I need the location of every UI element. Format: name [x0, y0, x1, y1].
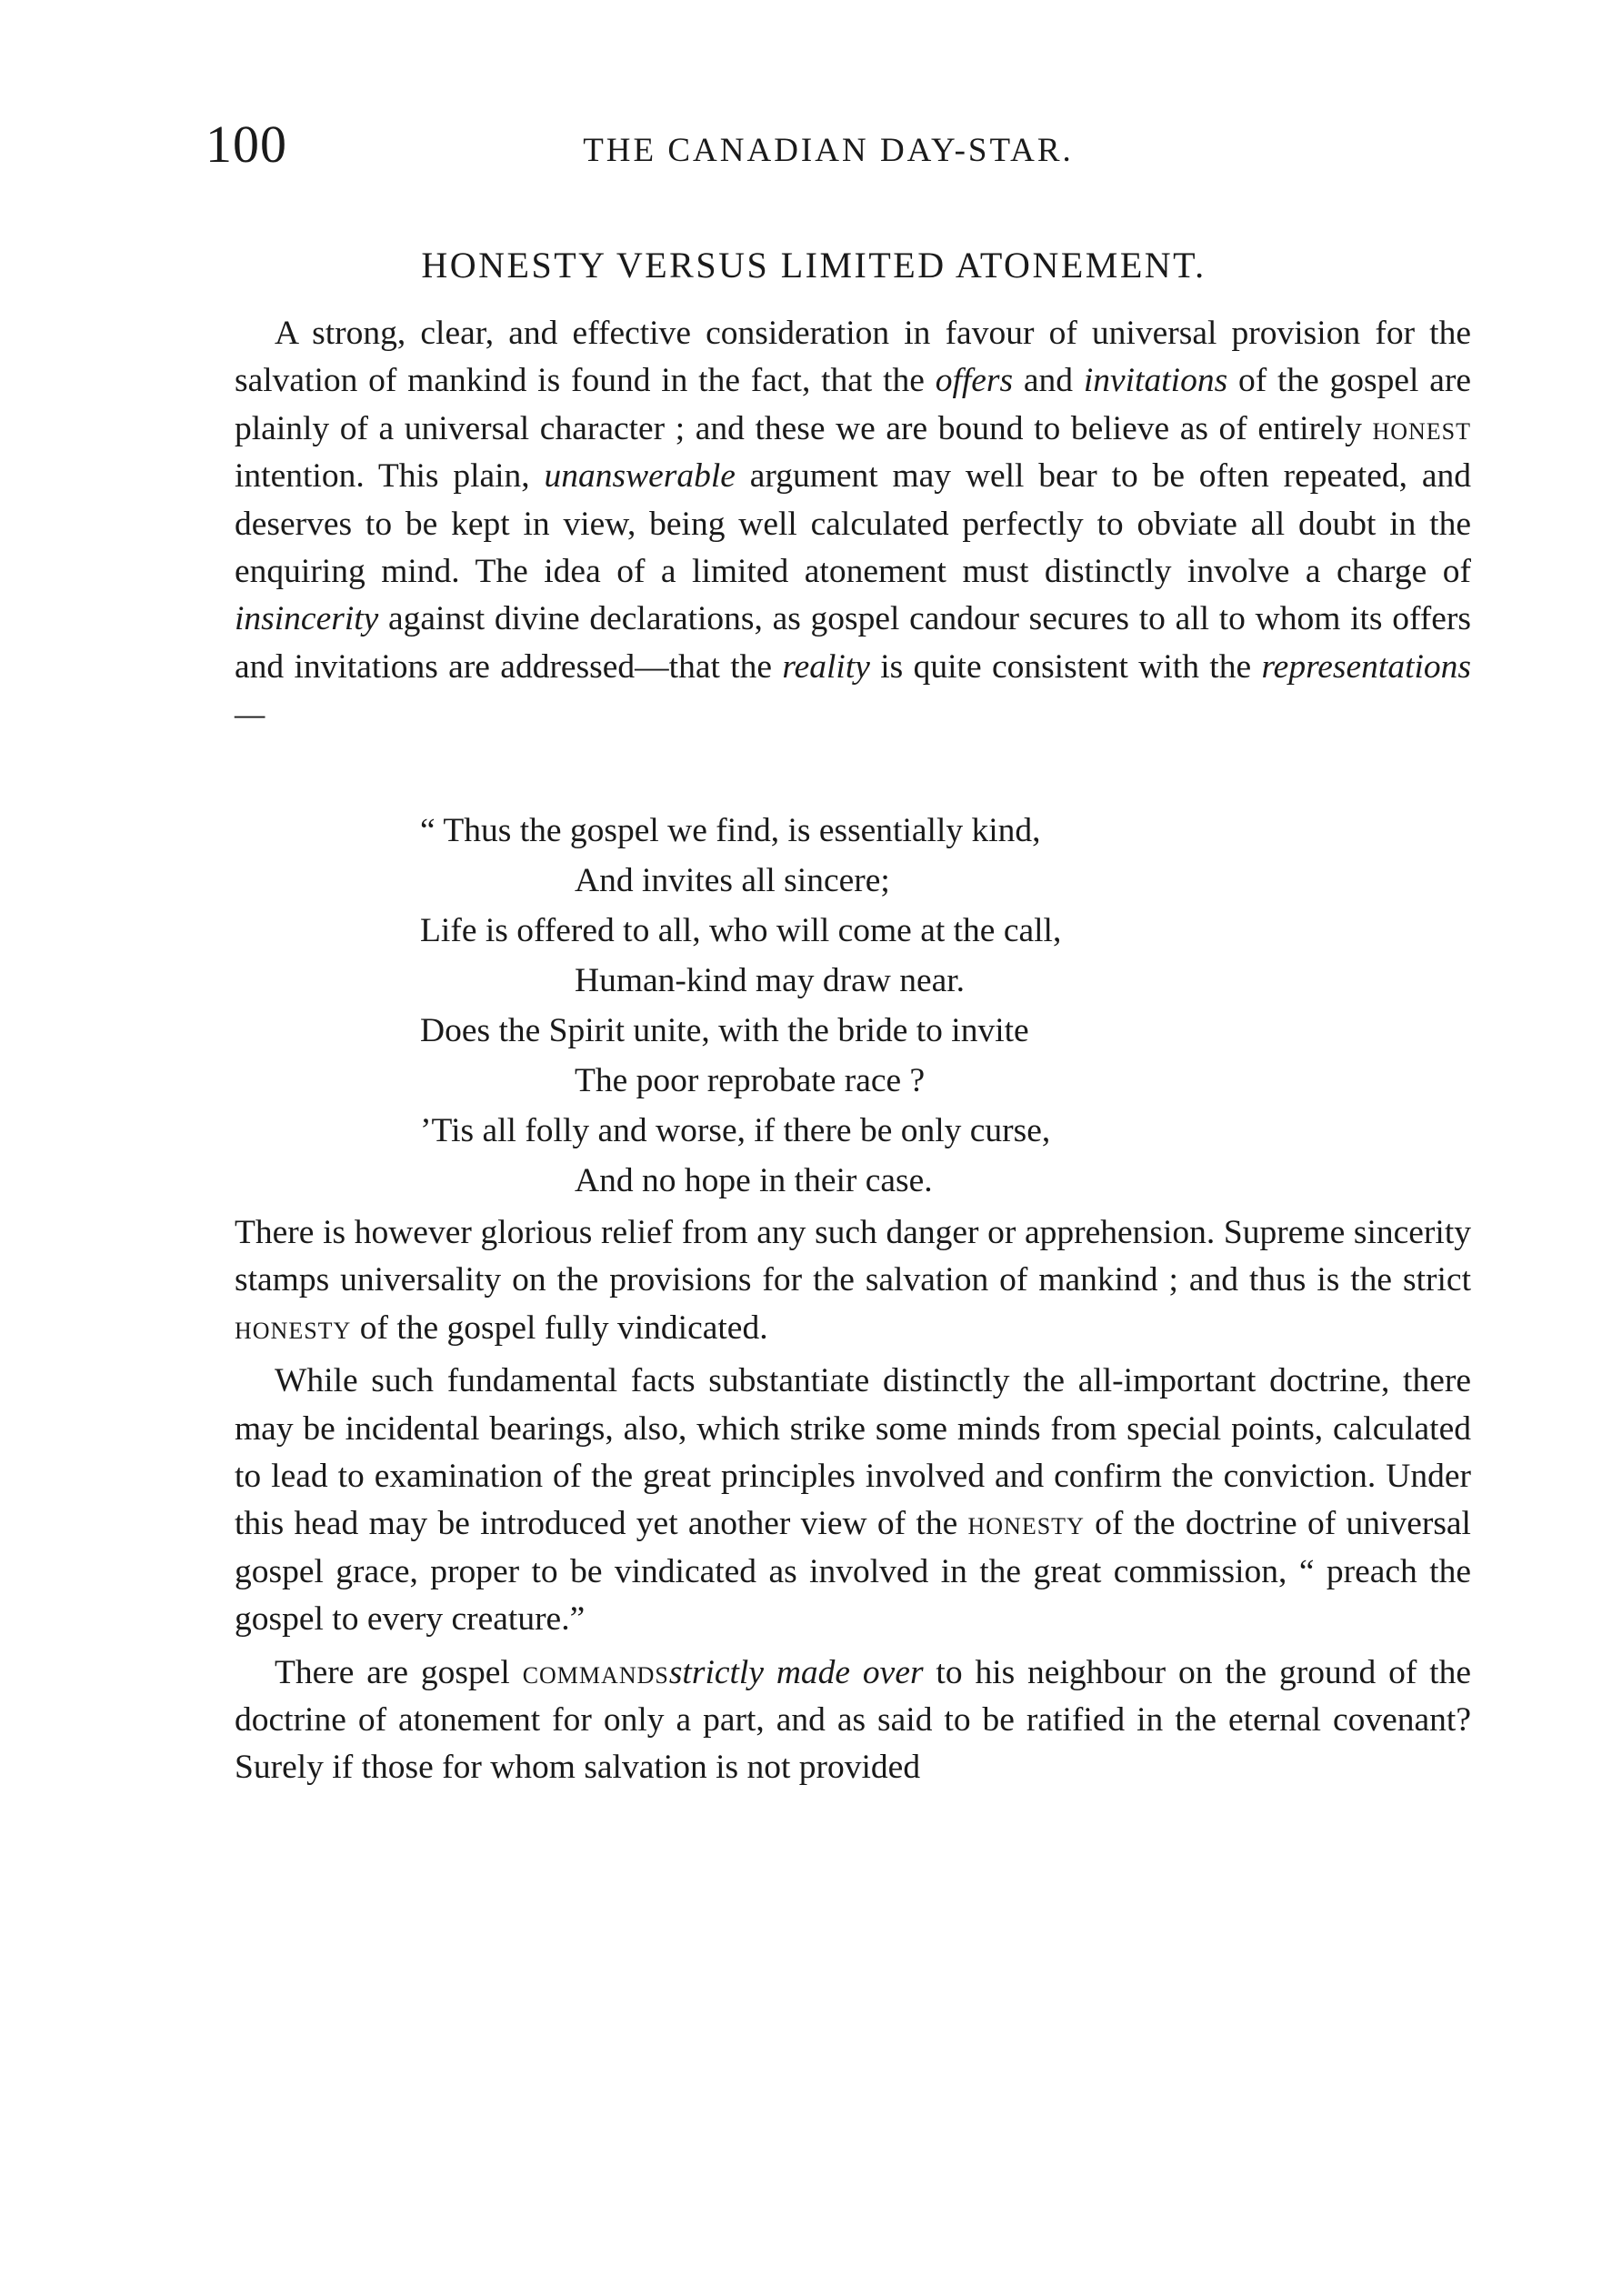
- text-run: While such fundamental facts substantiate distinctly the all-important doctrine, there may be incidental bearings, also, which strike some minds from special points, calculated to lead to examination of the great principles involved and confirm the conviction. Under this head may be introduced yet another view of the: [235, 1362, 1471, 1543]
- article-title: HONESTY VERSUS LIMITED ATONEMENT.: [421, 245, 1207, 286]
- poem-stanza: [420, 806, 1061, 1206]
- page-number: 100: [205, 115, 287, 174]
- small-caps-word: honest: [1372, 409, 1471, 447]
- poem-line: Life is offered to all, who will come at the call,: [420, 912, 1062, 949]
- emphasis: representations—: [235, 647, 1471, 734]
- text-run: to his neighbour on the ground of the doctrine of atonement for only a part, and as said to be ratified in the eternal covenant? Surely if those for whom salvation is not provided: [235, 1653, 1471, 1787]
- poem-line: “ Thus the gospel we find, is essentially kind,: [420, 812, 1041, 849]
- small-caps-word: honesty: [235, 1308, 352, 1347]
- poem-line: And no hope in their case.: [575, 1162, 933, 1199]
- poem-line: Does the Spirit unite, with the bride to invite: [420, 1012, 1029, 1049]
- text-run: intention. This plain,: [235, 457, 545, 496]
- text-run: A strong, clear, and effective consideration in favour of universal provision for the salvation of mankind is found in the fact, that the: [235, 315, 1471, 400]
- text-run: There is however glorious relief from any such danger or apprehension. Supreme sincerity stamps universality on the provisions for the salvation of mankind ; and thus is the strict: [235, 1214, 1471, 1299]
- poem-line: Human-kind may draw near.: [575, 962, 966, 999]
- emphasis: invitations: [1083, 362, 1228, 400]
- text-run: of the doctrine of universal gospel grace, proper to be vindicated as involved in the great commission, “ preach the gospel to every creature.”: [235, 1505, 1471, 1639]
- body-continuation: [235, 1209, 1471, 1792]
- running-title: THE CANADIAN DAY-STAR.: [583, 132, 1074, 169]
- small-caps-word: commands: [522, 1653, 669, 1691]
- emphasis: offers: [935, 362, 1014, 400]
- paragraph-2: [235, 1209, 1471, 1352]
- small-caps-word: honesty: [967, 1505, 1085, 1543]
- text-run: against divine declarations, as gospel candour secures to all to whom its offers and invitations are addressed—that the: [235, 600, 1471, 686]
- poem-line: And invites all sincere;: [575, 862, 890, 899]
- text-run: is quite consistent with the: [869, 647, 1262, 686]
- emphasis: reality: [782, 647, 870, 686]
- paragraph-3: [235, 1358, 1471, 1643]
- paragraph-1: [235, 310, 1471, 739]
- text-run: of the gospel are plainly of a universal character ; and these we are bound to believe as of entirely: [235, 362, 1471, 447]
- paragraph-4: [235, 1649, 1471, 1792]
- emphasis: strictly made over: [668, 1653, 924, 1691]
- poem-line: The poor reprobate race ?: [575, 1062, 926, 1099]
- text-run: There are gospel: [275, 1653, 523, 1691]
- text-run: of the gospel fully vindicated.: [351, 1308, 768, 1347]
- text-run: and: [1013, 362, 1084, 400]
- poem-line: ’Tis all folly and worse, if there be only curse,: [420, 1112, 1051, 1149]
- text-run: argument may well bear to be often repeated, and deserves to be kept in view, being well calculated perfectly to obviate all doubt in the enquiring mind. The idea of a limited atonement must distinctly involve a charge of: [235, 457, 1471, 591]
- emphasis: insincerity: [235, 600, 379, 638]
- emphasis: unanswerable: [544, 457, 736, 496]
